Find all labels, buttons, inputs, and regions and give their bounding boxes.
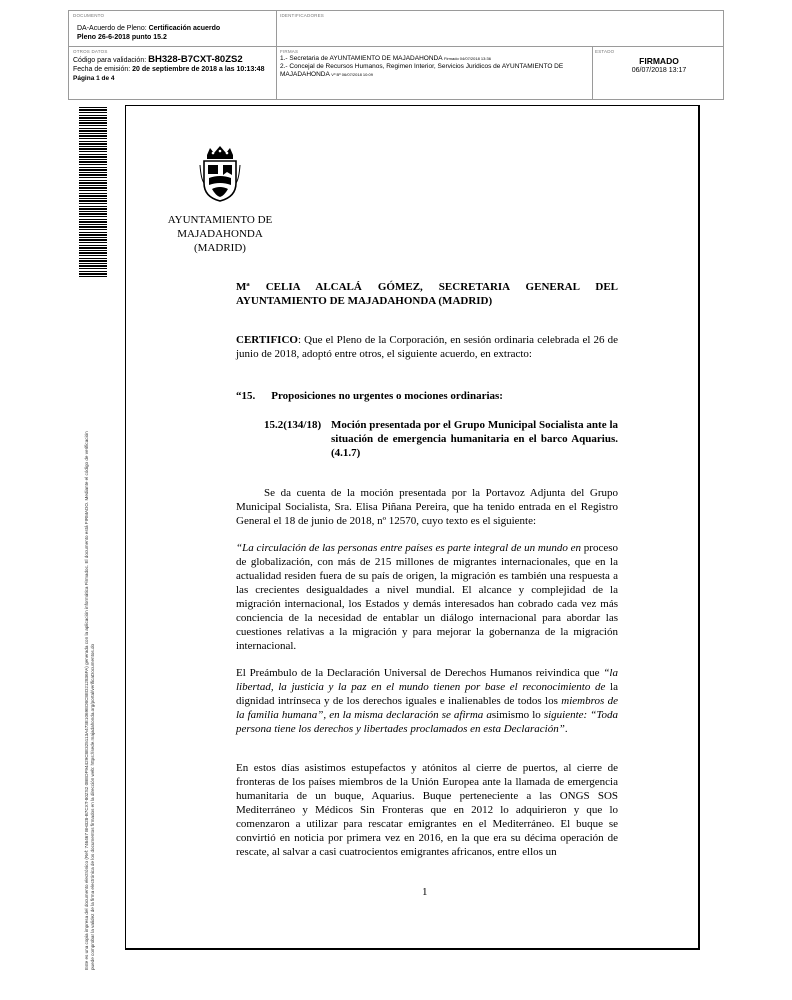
firmas-cell: FIRMAS 1.- Secretaria de AYUNTAMIENTO DE MAJADAHONDA Firmado 04/07/2018 13:36 2.- Concejal de Recursos Humanos, Regimen Interior, Servicios Juridicos de AYUNTAMIENTO DE MAJADAHONDA Vº Bº 06/07/2018 10:09: [280, 49, 564, 78]
estado-badge: FIRMADO: [639, 56, 679, 66]
certifico-paragraph: CERTIFICO: Que el Pleno de la Corporación, en sesión ordinaria celebrada el 26 de junio de 2018, adoptó entre otros, el siguiente acuerdo, en extracto:: [236, 334, 618, 360]
signature-header: [68, 10, 724, 100]
documento-cell: DOCUMENTO DA-Acuerdo de Pleno: Certificación acuerdo Pleno 26-6-2018 punto 15.2: [73, 13, 221, 41]
letterhead: AYUNTAMIENTO DE MAJADAHONDA (MADRID): [167, 214, 273, 254]
barcode: [79, 107, 107, 277]
estado-cell: ESTADO FIRMADO 06/07/2018 13:17: [595, 49, 723, 75]
paragraph-motion-3: En estos días asistimos estupefactos y atónitos al cierre de puertos, al cierre de fronteras de los países miembros de la Unión Europea ante la llamada de emergencia humanitaria de un buque, Aquarius. Buque perteneciente a las ONGS SOS Mediterráneo y Médicos Sin Fronteras que en 2012 lo adquirieron y que lo comenzaron a utilizar para rescatar emigrantes en el Mediterráneo. El buque se convirtió en noticia por primera vez en 2016, en la que era su décima operación de rescate, al salvar a casi cuatrocientos emigrantes africanos, entre ellos un: [236, 762, 618, 858]
paragraph-motion-2: El Preámbulo de la Declaración Universal de Derechos Humanos reivindica que “la libertad, la justicia y la paz en el mundo tienen por base el reconocimiento de la dignidad intrínseca y de los derechos iguales e inalienables de todos los miembros de la familia humana”, en la misma declaración se afirma asimismo lo siguiente: “Toda persona tiene los derechos y libertades proclamados en esta Declaración”.: [236, 667, 618, 735]
subsection-number: 15.2(134/18): [264, 419, 322, 431]
document-title: Mª CELIA ALCALÁ GÓMEZ, SECRETARIA GENERAL DEL AYUNTAMIENTO DE MAJADAHONDA (MADRID): [236, 281, 618, 307]
coat-of-arms-icon: [199, 145, 241, 203]
otros-datos-cell: OTROS DATOS Código para validación: BH328-B7CXT-80ZS2 Fecha de emisión: 20 de septiembre de 2018 a las 10:13:48 Página 1 de 4: [73, 49, 265, 82]
paragraph-intro: Se da cuenta de la moción presentada por la Portavoz Adjunta del Grupo Municipal Socialista, Sra. Elisa Piñana Pereira, que ha tenido entrada en el Registro General el 18 de junio de 2018, nº 12570, cuyo texto es el siguiente:: [236, 487, 618, 527]
identificadores-cell: IDENTIFICADORES: [280, 13, 325, 18]
subsection-title: Moción presentada por el Grupo Municipal Socialista ante la situación de emergencia humanitaria en el barco Aquarius. (4.1.7): [331, 419, 618, 459]
page-number: 1: [422, 886, 428, 898]
paragraph-motion-1: “La circulación de las personas entre países es parte integral de un mundo en proceso de globalización, con más de 215 millones de migrantes internacionales, que en la actualidad residen fuera de su país de origen, la migración es también una respuesta a las crecientes desigualdades a nivel mundial. El alcance y complejidad de la migración internacional, los Estados y demás interesados han cobrado cada vez más conciencia de la necesidad de entablar un diálogo internacional para abordar las cuestiones relativas a la migración y para mejorar la gobernanza de la migración internacional.: [236, 542, 619, 652]
section-heading: “15. Proposiciones no urgentes o mociones ordinarias:: [236, 390, 503, 402]
verification-side-text: Este es una copia impresa del documento electrónico (Ref: 746467 BH328-B7CXT-80ZS2 0BEDF94429C8E325113A473E1069ED8C8ED212836FA) generada con la aplicación informática Firmadoc. El documento está FIRMADO. Mediante el código de verificación puede comprobar la validez de la firma electrónica de los documentos firmados en la dirección web: https://sede.majadahonda.org/portal/verificaDocumentos.do: [84, 431, 95, 970]
